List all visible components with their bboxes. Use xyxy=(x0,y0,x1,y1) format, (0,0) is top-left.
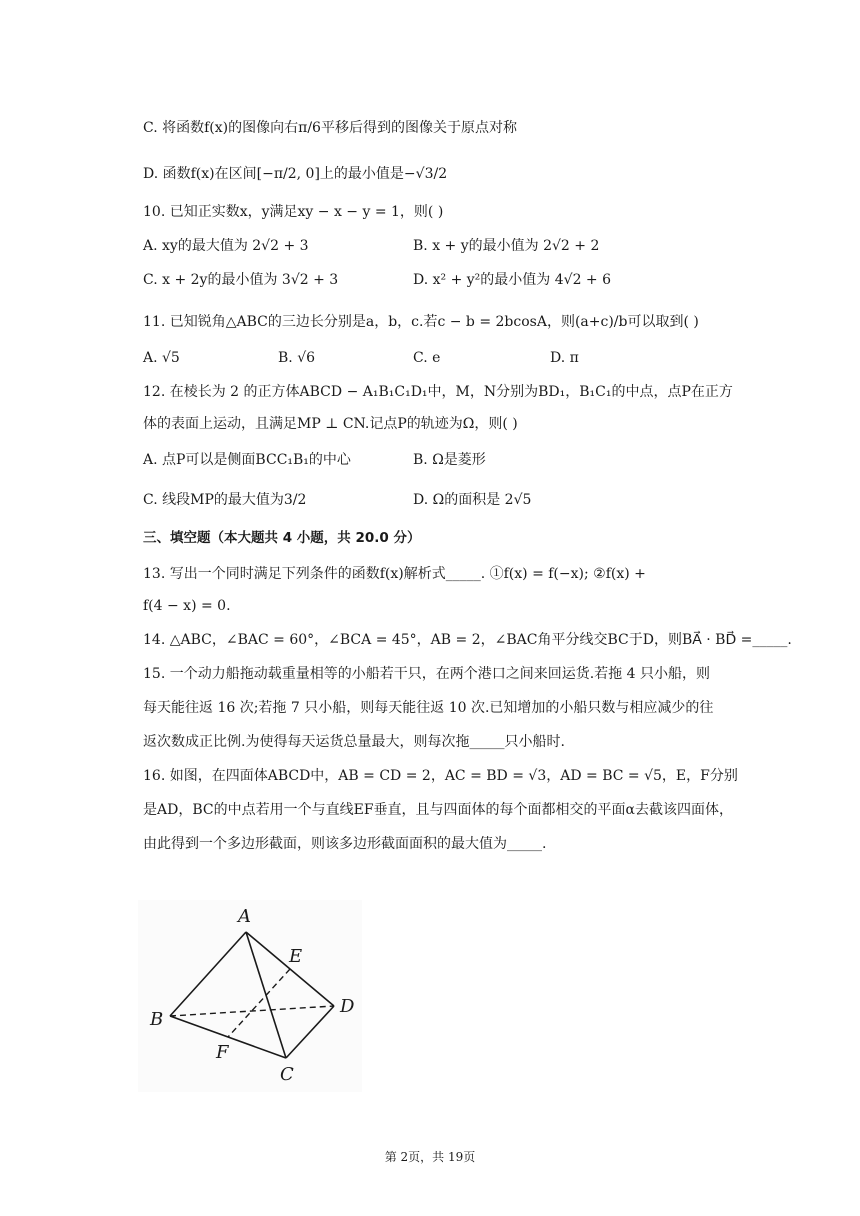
q10-option-c: C. x + 2y的最小值为 3√2 + 3 xyxy=(143,272,339,288)
q12-line1: 12. 在棱长为 2 的正方体ABCD − A₁B₁C₁D₁中，M，N分别为BD₁，B₁C₁的中点，点P在正方 xyxy=(143,384,733,400)
q10-stem: 10. 已知正实数x，y满足xy − x − y = 1，则( ) xyxy=(143,204,444,220)
q11-option-c: C. e xyxy=(413,350,441,366)
page-footer: 第 2页，共 19页 xyxy=(384,1150,476,1164)
q12-option-a: A. 点P可以是侧面BCC₁B₁的中心 xyxy=(143,452,351,468)
q10-options-row1 xyxy=(143,236,600,256)
q11-option-b: B. √6 xyxy=(278,350,316,366)
q9-option-d: D. 函数f(x)在区间[−π/2, 0]上的最小值是−√3/2 xyxy=(143,166,448,182)
q12-option-d: D. Ω的面积是 2√5 xyxy=(413,492,532,508)
q15-line3: 返次数成正比例.为使得每天运货总量最大，则每次拖_____只小船时. xyxy=(143,734,565,750)
q10-options-row2 xyxy=(143,270,612,290)
tetrahedron-figure xyxy=(138,900,362,1092)
q12-options-row2 xyxy=(143,490,532,510)
q11-options xyxy=(143,348,579,368)
q12-line2: 体的表面上运动，且满足MP ⊥ CN.记点P的轨迹为Ω，则( ) xyxy=(143,416,518,432)
q15-line2: 每天能往返 16 次;若拖 7 只小船，则每天能往返 10 次.已知增加的小船只数与相应减少的往 xyxy=(143,700,714,716)
q13-line2: f(4 − x) = 0. xyxy=(143,598,231,614)
label-vertex-c: C xyxy=(280,1064,294,1085)
q10-option-d: D. x² + y²的最小值为 4√2 + 6 xyxy=(413,272,612,288)
q9-option-c: C. 将函数f(x)的图像向右π/6平移后得到的图像关于原点对称 xyxy=(143,120,517,136)
figure-background xyxy=(138,900,362,1092)
q10-option-a: A. xy的最大值为 2√2 + 3 xyxy=(143,238,309,254)
q11-option-d: D. π xyxy=(550,350,579,366)
q13-line1: 13. 写出一个同时满足下列条件的函数f(x)解析式_____. ①f(x) = f(−x); ②f(x) + xyxy=(143,566,646,582)
q16-line2: 是AD，BC的中点若用一个与直线EF垂直，且与四面体的每个面都相交的平面α去截该四面体， xyxy=(143,802,733,818)
label-vertex-a: A xyxy=(238,906,251,927)
label-vertex-d: D xyxy=(340,996,355,1017)
section-fill-in-blank-heading: 三、填空题（本大题共 4 小题，共 20.0 分） xyxy=(143,530,421,546)
q15-line1: 15. 一个动力船拖动载重量相等的小船若干只，在两个港口之间来回运货.若拖 4 只小船，则 xyxy=(143,666,710,682)
q12-option-c: C. 线段MP的最大值为3/2 xyxy=(143,492,307,508)
q12-option-b: B. Ω是菱形 xyxy=(413,452,486,468)
q11-stem: 11. 已知锐角△ABC的三边长分别是a，b，c.若c − b = 2bcosA，则(a+c)/b可以取到( ) xyxy=(143,314,699,330)
q10-option-b: B. x + y的最小值为 2√2 + 2 xyxy=(413,238,600,254)
q14-line1: 14. △ABC，∠BAC = 60°，∠BCA = 45°，AB = 2，∠BAC角平分线交BC于D，则BA⃗ · BD⃗ =_____. xyxy=(143,632,792,648)
label-point-e: E xyxy=(289,946,303,967)
q12-options-row1 xyxy=(143,450,486,470)
q11-option-a: A. √5 xyxy=(143,350,180,366)
q16-line1: 16. 如图，在四面体ABCD中，AB = CD = 2，AC = BD = √3，AD = BC = √5，E，F分别 xyxy=(143,768,738,784)
label-point-f: F xyxy=(216,1042,229,1063)
label-vertex-b: B xyxy=(150,1009,164,1030)
q16-line3: 由此得到一个多边形截面，则该多边形截面面积的最大值为_____. xyxy=(143,836,547,852)
